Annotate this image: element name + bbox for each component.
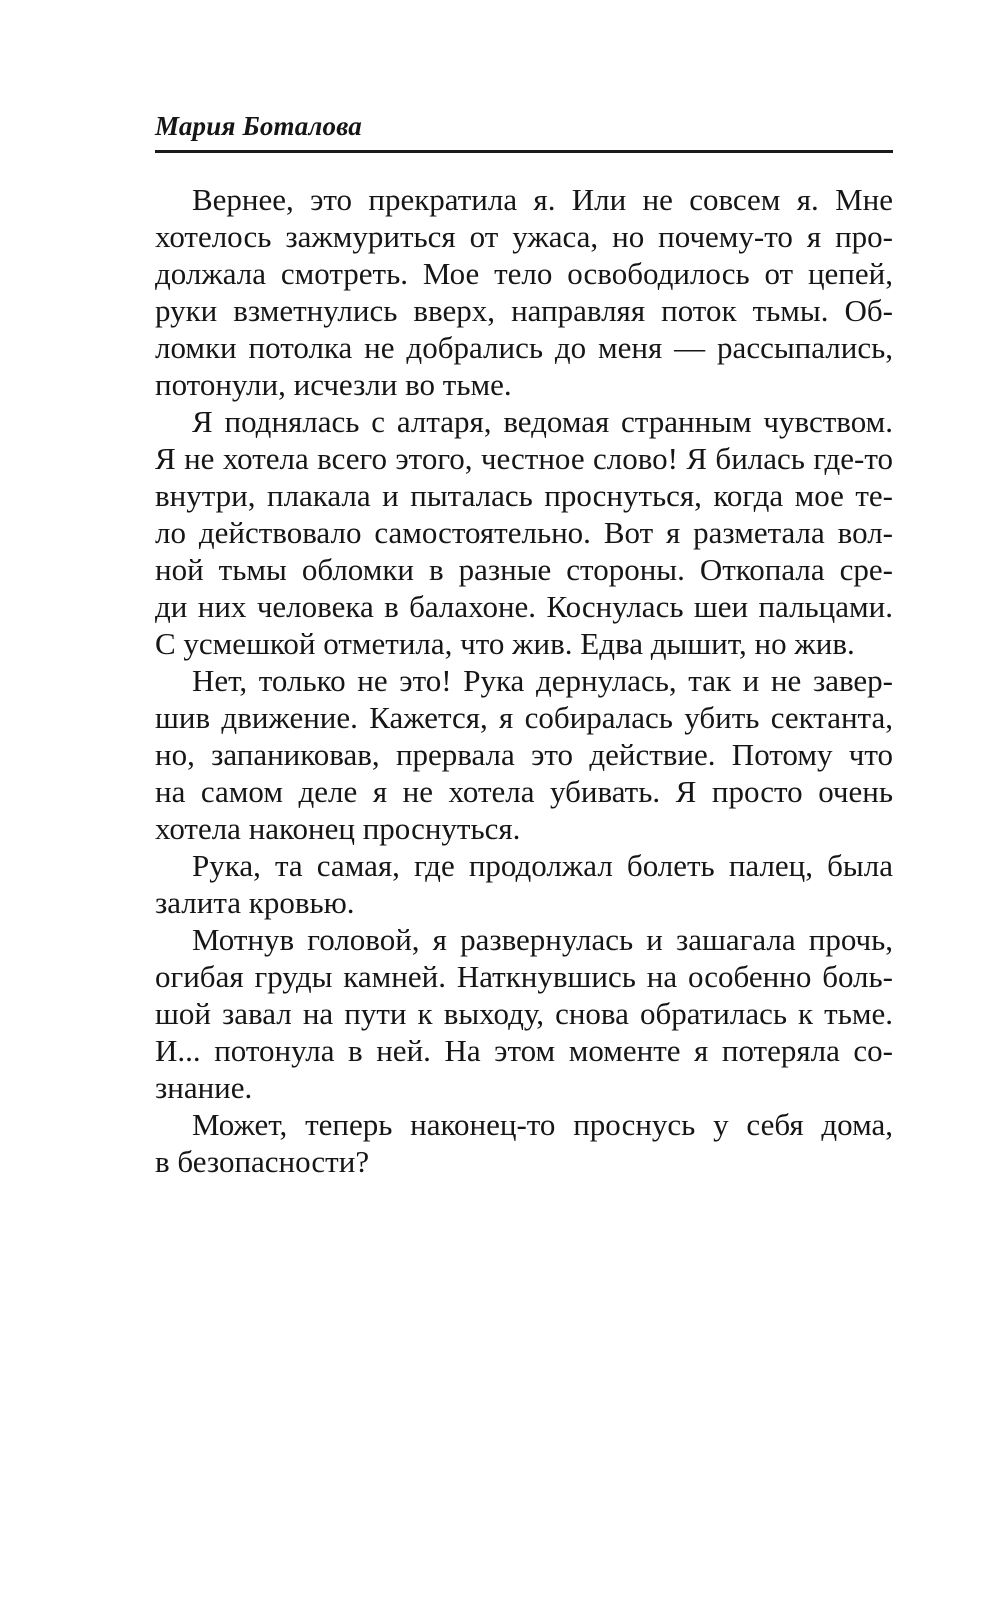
text-line: Может, теперь наконец-то проснусь у себя дома, (192, 1107, 893, 1142)
paragraph (155, 921, 893, 1106)
text-line: но, запаниковав, прервала это действие. Потому что (155, 737, 893, 772)
text-line: Вернее, это прекратила я. Или не совсем я. Мне (192, 182, 893, 217)
page-text (155, 181, 893, 1180)
text-line: С усмешкой отметила, что жив. Едва дышит, но жив. (155, 626, 855, 661)
text-line: в безопасности? (155, 1144, 370, 1179)
text-line: хотелось зажмуриться от ужаса, но почему-то я про- (155, 219, 893, 254)
text-line: залита кровью. (155, 885, 355, 920)
header-rule (155, 150, 893, 153)
text-line: И... потонула в ней. На этом моменте я потеряла со- (155, 1033, 893, 1068)
text-line: потонули, исчезли во тьме. (155, 367, 512, 402)
text-line: ломки потолка не добрались до меня — рассыпались, (155, 330, 893, 365)
text-line: огибая груды камней. Наткнувшись на особенно боль- (155, 959, 893, 994)
text-line: ди них человека в балахоне. Коснулась шеи пальцами. (155, 589, 893, 624)
text-line: на самом деле я не хотела убивать. Я просто очень (155, 774, 893, 809)
text-line: хотела наконец проснуться. (155, 811, 521, 846)
text-line: Я не хотела всего этого, честное слово! Я билась где-то (155, 441, 893, 476)
running-header-author: Мария Боталова (155, 111, 362, 141)
text-line: шой завал на пути к выходу, снова обратилась к тьме. (155, 996, 893, 1031)
text-line: должала смотреть. Мое тело освободилось от цепей, (155, 256, 893, 291)
text-line: Рука, та самая, где продолжал болеть палец, была (192, 848, 893, 883)
text-line: Мотнув головой, я развернулась и зашагала прочь, (192, 922, 893, 957)
text-line: ло действовало самостоятельно. Вот я разметала вол- (155, 515, 893, 550)
paragraph (155, 181, 893, 403)
paragraph (155, 662, 893, 847)
text-line: Я поднялась с алтаря, ведомая странным чувством. (192, 404, 893, 439)
text-line: руки взметнулись вверх, направляя поток тьмы. Об- (155, 293, 893, 328)
text-line: внутри, плакала и пыталась проснуться, когда мое те- (155, 478, 893, 513)
text-line: ной тьмы обломки в разные стороны. Откопала сре- (155, 552, 893, 587)
text-line: Нет, только не это! Рука дернулась, так и не завер- (192, 663, 893, 698)
text-line: шив движение. Кажется, я собиралась убить сектанта, (155, 700, 893, 735)
paragraph (155, 403, 893, 662)
text-line: знание. (155, 1070, 253, 1105)
running-header (155, 111, 893, 141)
paragraph (155, 1106, 893, 1180)
paragraph (155, 847, 893, 921)
